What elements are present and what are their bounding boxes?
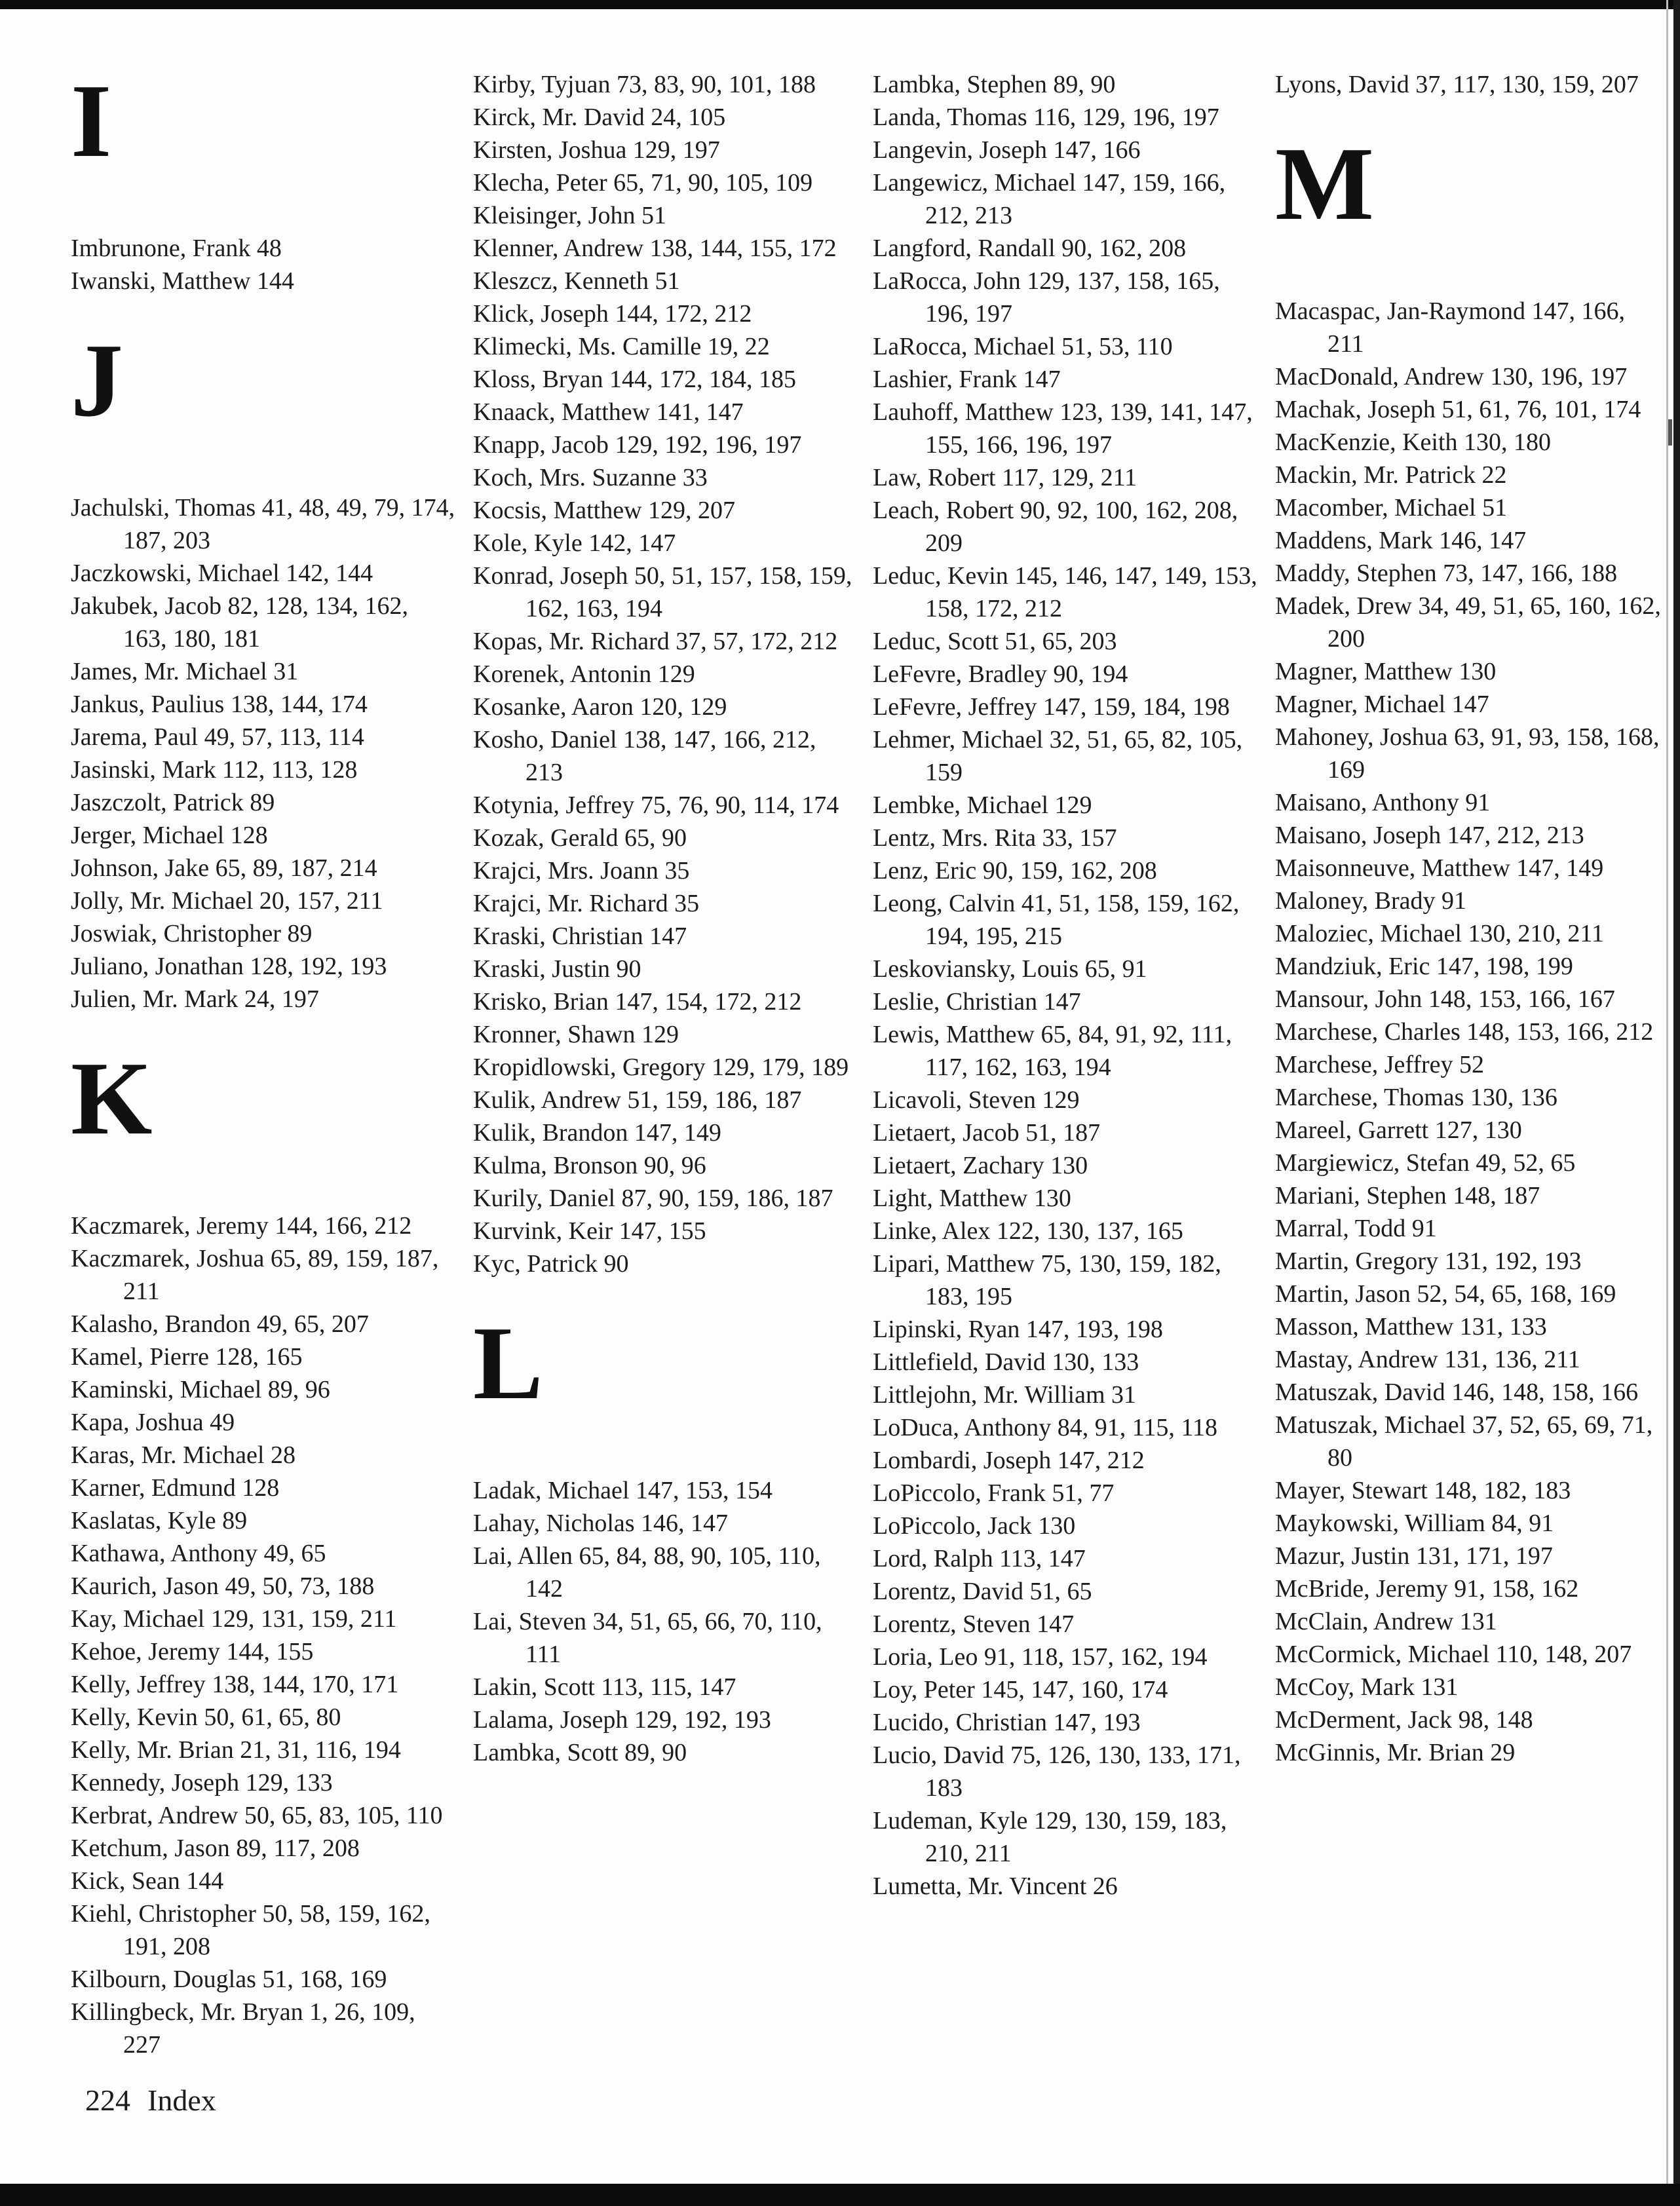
page-number: 224 [85,2083,130,2117]
index-entry: Kulik, Brandon 147, 149 [473,1119,721,1147]
index-entry: Lauhoff, Matthew 123, 139, 141, 147, 155, 166, 196, 197 [873,398,1253,459]
index-entry: Maisano, Joseph 147, 212, 213 [1275,822,1584,849]
index-entry: Littlejohn, Mr. William 31 [873,1381,1137,1409]
index-entry: Leduc, Kevin 145, 146, 147, 149, 153, 158, 172, 212 [873,562,1257,622]
scan-edge-mark [1668,419,1672,446]
index-entry: Koch, Mrs. Suzanne 33 [473,464,708,491]
index-entry: Kaczmarek, Joshua 65, 89, 159, 187, 211 [71,1245,439,1305]
index-entry: MacDonald, Andrew 130, 196, 197 [1275,363,1628,390]
index-entry: Masson, Matthew 131, 133 [1275,1313,1547,1341]
index-entry: Maykowski, William 84, 91 [1275,1510,1554,1537]
index-entry: Ludeman, Kyle 129, 130, 159, 183, 210, 211 [873,1807,1227,1867]
index-entry: Licavoli, Steven 129 [873,1086,1080,1114]
index-entry: Maloziec, Michael 130, 210, 211 [1275,920,1604,947]
index-entry: Kosanke, Aaron 120, 129 [473,693,727,721]
index-entry: Marchese, Jeffrey 52 [1275,1051,1484,1078]
index-entry: Mastay, Andrew 131, 136, 211 [1275,1346,1580,1373]
section-letter-i: I [71,62,112,179]
index-entry: Maddy, Stephen 73, 147, 166, 188 [1275,560,1618,587]
index-entry: McCormick, Michael 110, 148, 207 [1275,1641,1632,1668]
index-entry: Lietaert, Zachary 130 [873,1152,1088,1179]
index-entry: Kalasho, Brandon 49, 65, 207 [71,1310,369,1338]
index-entry: Kamel, Pierre 128, 165 [71,1343,303,1371]
index-entry: Lietaert, Jacob 51, 187 [873,1119,1101,1147]
index-entry: Madek, Drew 34, 49, 51, 65, 160, 162, 200 [1275,592,1661,653]
index-entry: Kloss, Bryan 144, 172, 184, 185 [473,366,796,393]
index-entry: Kleszcz, Kenneth 51 [473,267,680,295]
index-entry: Langevin, Joseph 147, 166 [873,136,1141,164]
scan-right-shadow [1666,0,1668,2206]
index-entry: Kirck, Mr. David 24, 105 [473,104,726,131]
index-entry: Mackin, Mr. Patrick 22 [1275,461,1507,489]
index-entry: Lyons, David 37, 117, 130, 159, 207 [1275,71,1639,98]
index-entry: Littlefield, David 130, 133 [873,1348,1139,1376]
index-entry: LeFevre, Bradley 90, 194 [873,660,1128,688]
index-entry: Mandziuk, Eric 147, 198, 199 [1275,953,1573,980]
index-entry: Kerbrat, Andrew 50, 65, 83, 105, 110 [71,1802,443,1829]
index-entry: McClain, Andrew 131 [1275,1608,1497,1635]
index-entry: McDerment, Jack 98, 148 [1275,1706,1533,1734]
index-entry: Mansour, John 148, 153, 166, 167 [1275,985,1615,1013]
index-entry: Iwanski, Matthew 144 [71,267,294,295]
index-entry: Klenner, Andrew 138, 144, 155, 172 [473,235,837,262]
index-entry: MacKenzie, Keith 130, 180 [1275,428,1552,456]
index-entry: Jaszczolt, Patrick 89 [71,789,275,816]
index-entry: Kelly, Mr. Brian 21, 31, 116, 194 [71,1736,401,1764]
index-entry: Kathawa, Anthony 49, 65 [71,1540,326,1567]
index-entry: Lucido, Christian 147, 193 [873,1709,1141,1736]
index-entry: Margiewicz, Stefan 49, 52, 65 [1275,1149,1576,1177]
index-entry: Kilbourn, Douglas 51, 168, 169 [71,1966,387,1993]
index-entry: Langford, Randall 90, 162, 208 [873,235,1187,262]
index-entry: Klecha, Peter 65, 71, 90, 105, 109 [473,169,813,197]
index-entry: Kozak, Gerald 65, 90 [473,824,687,852]
index-entry: Leach, Robert 90, 92, 100, 162, 208, 209 [873,497,1238,557]
index-entry: Kurvink, Keir 147, 155 [473,1217,706,1245]
index-entry: Maddens, Mark 146, 147 [1275,527,1527,554]
index-entry: Kole, Kyle 142, 147 [473,529,676,557]
index-entry: McBride, Jeremy 91, 158, 162 [1275,1575,1579,1603]
index-entry: Kopas, Mr. Richard 37, 57, 172, 212 [473,628,838,655]
index-entry: Lambka, Stephen 89, 90 [873,71,1116,98]
index-entry: Lakin, Scott 113, 115, 147 [473,1673,736,1701]
index-entry: Lewis, Matthew 65, 84, 91, 92, 111, 117, 162, 163, 194 [873,1021,1232,1081]
index-entry: McCoy, Mark 131 [1275,1673,1459,1701]
index-entry: Kleisinger, John 51 [473,202,667,229]
index-entry: Landa, Thomas 116, 129, 196, 197 [873,104,1219,131]
index-entry: Linke, Alex 122, 130, 137, 165 [873,1217,1183,1245]
index-entry: Lipari, Matthew 75, 130, 159, 182, 183, 195 [873,1250,1221,1310]
index-entry: Martin, Jason 52, 54, 65, 168, 169 [1275,1280,1616,1308]
index-entry: Mariani, Stephen 148, 187 [1275,1182,1540,1209]
section-letter-m: M [1275,125,1375,242]
index-entry: Kocsis, Matthew 129, 207 [473,497,736,524]
index-entry: Knaack, Matthew 141, 147 [473,398,744,426]
index-entry: Ketchum, Jason 89, 117, 208 [71,1835,360,1862]
index-entry: Lembke, Michael 129 [873,791,1092,819]
index-entry: LoPiccolo, Frank 51, 77 [873,1479,1115,1507]
index-entry: Imbrunone, Frank 48 [71,235,282,262]
index-entry: Jankus, Paulius 138, 144, 174 [71,691,368,718]
index-entry: Julien, Mr. Mark 24, 197 [71,985,319,1013]
index-entry: Mazur, Justin 131, 171, 197 [1275,1542,1553,1570]
index-entry: Magner, Michael 147 [1275,691,1489,718]
index-entry: Light, Matthew 130 [873,1185,1071,1212]
index-entry: Karner, Edmund 128 [71,1474,280,1502]
index-entry: Ladak, Michael 147, 153, 154 [473,1477,773,1504]
index-entry: Mayer, Stewart 148, 182, 183 [1275,1477,1571,1504]
index-entry: Jasinski, Mark 112, 113, 128 [71,756,358,784]
index-entry: Matuszak, Michael 37, 52, 65, 69, 71, 80 [1275,1411,1653,1472]
index-entry: Killingbeck, Mr. Bryan 1, 26, 109, 227 [71,1998,415,2059]
index-entry: Kirby, Tyjuan 73, 83, 90, 101, 188 [473,71,816,98]
index-entry: Krisko, Brian 147, 154, 172, 212 [473,988,802,1016]
index-entry: Lahay, Nicholas 146, 147 [473,1510,729,1537]
index-entry: Leslie, Christian 147 [873,988,1081,1016]
index-entry: Lorentz, Steven 147 [873,1610,1075,1638]
scan-right-border [1673,0,1680,2206]
index-entry: Leskoviansky, Louis 65, 91 [873,955,1147,983]
index-entry: Jakubek, Jacob 82, 128, 134, 162, 163, 180, 181 [71,592,409,653]
index-entry: Klimecki, Ms. Camille 19, 22 [473,333,770,360]
index-entry: Kelly, Jeffrey 138, 144, 170, 171 [71,1671,399,1698]
index-entry: Kiehl, Christopher 50, 58, 159, 162, 191, 208 [71,1900,430,1960]
index-column-3 [873,68,1259,1903]
index-entry: Jolly, Mr. Michael 20, 157, 211 [71,887,383,915]
index-entry: Kick, Sean 144 [71,1867,224,1895]
index-entry: Lentz, Mrs. Rita 33, 157 [873,824,1117,852]
index-entry: Kehoe, Jeremy 144, 155 [71,1638,314,1665]
index-column-2 [473,68,860,1769]
index-entry: Lashier, Frank 147 [873,366,1061,393]
index-entry: Kyc, Patrick 90 [473,1250,629,1278]
index-entry: Krajci, Mrs. Joann 35 [473,857,690,884]
index-entry: Kraski, Justin 90 [473,955,641,983]
index-entry: Lambka, Scott 89, 90 [473,1739,687,1766]
index-column-4 [1275,68,1662,1769]
index-entry: Kapa, Joshua 49 [71,1409,235,1436]
index-entry: Kaczmarek, Jeremy 144, 166, 212 [71,1212,412,1240]
index-entry: LaRocca, John 129, 137, 158, 165, 196, 197 [873,267,1220,328]
index-entry: Kotynia, Jeffrey 75, 76, 90, 114, 174 [473,791,839,819]
index-entry: Kaminski, Michael 89, 96 [71,1376,330,1403]
index-entry: Mareel, Garrett 127, 130 [1275,1116,1522,1144]
index-entry: Joswiak, Christopher 89 [71,920,313,947]
index-entry: Machak, Joseph 51, 61, 76, 101, 174 [1275,396,1641,423]
index-entry: Kraski, Christian 147 [473,922,687,950]
index-entry: Kropidlowski, Gregory 129, 179, 189 [473,1054,849,1081]
scan-top-border [0,0,1680,9]
index-entry: Lipinski, Ryan 147, 193, 198 [873,1316,1163,1343]
index-column-1 [71,62,457,2061]
index-entry: LoDuca, Anthony 84, 91, 115, 118 [873,1414,1217,1441]
index-entry: Leong, Calvin 41, 51, 158, 159, 162, 194, 195, 215 [873,890,1240,950]
index-entry: Korenek, Antonin 129 [473,660,695,688]
index-entry: Jarema, Paul 49, 57, 113, 114 [71,723,364,751]
index-entry: Kurily, Daniel 87, 90, 159, 186, 187 [473,1185,833,1212]
index-entry: James, Mr. Michael 31 [71,658,299,685]
index-entry: Lorentz, David 51, 65 [873,1578,1092,1605]
index-entry: Matuszak, David 146, 148, 158, 166 [1275,1379,1639,1406]
index-entry: Marchese, Charles 148, 153, 166, 212 [1275,1018,1654,1046]
index-entry: Macomber, Michael 51 [1275,494,1508,522]
index-entry: Kay, Michael 129, 131, 159, 211 [71,1605,397,1633]
index-entry: Loria, Leo 91, 118, 157, 162, 194 [873,1643,1208,1671]
index-entry: Maisonneuve, Matthew 147, 149 [1275,854,1604,882]
section-letter-j: J [71,322,123,438]
section-letter-l: L [473,1304,543,1421]
index-entry: Klick, Joseph 144, 172, 212 [473,300,752,328]
index-entry: Kelly, Kevin 50, 61, 65, 80 [71,1703,341,1731]
index-entry: Lalama, Joseph 129, 192, 193 [473,1706,771,1734]
index-entry: Knapp, Jacob 129, 192, 196, 197 [473,431,802,459]
index-entry: LaRocca, Michael 51, 53, 110 [873,333,1173,360]
index-entry: Karas, Mr. Michael 28 [71,1441,296,1469]
index-entry: Jaczkowski, Michael 142, 144 [71,560,373,587]
index-entry: Kirsten, Joshua 129, 197 [473,136,720,164]
index-entry: Krajci, Mr. Richard 35 [473,890,700,917]
index-entry: Konrad, Joseph 50, 51, 157, 158, 159, 162, 163, 194 [473,562,852,622]
page-footer [85,2082,233,2119]
index-entry: Leduc, Scott 51, 65, 203 [873,628,1117,655]
index-entry: Lucio, David 75, 126, 130, 133, 171, 183 [873,1741,1241,1802]
index-entry: Marchese, Thomas 130, 136 [1275,1084,1557,1111]
index-entry: Jachulski, Thomas 41, 48, 49, 79, 174, 187, 203 [71,494,455,554]
index-entry: Lumetta, Mr. Vincent 26 [873,1873,1118,1900]
index-entry: Jerger, Michael 128 [71,822,268,849]
index-entry: LoPiccolo, Jack 130 [873,1512,1076,1540]
index-entry: McGinnis, Mr. Brian 29 [1275,1739,1516,1766]
index-entry: Maloney, Brady 91 [1275,887,1466,915]
index-entry: Kronner, Shawn 129 [473,1021,679,1048]
index-entry: Maisano, Anthony 91 [1275,789,1491,816]
index-entry: Kosho, Daniel 138, 147, 166, 212, 213 [473,726,816,786]
section-letter-k: K [71,1040,153,1156]
index-entry: Kennedy, Joseph 129, 133 [71,1769,333,1797]
index-entry: Lenz, Eric 90, 159, 162, 208 [873,857,1157,884]
index-entry: Macaspac, Jan-Raymond 147, 166, 211 [1275,297,1625,358]
index-entry: Lehmer, Michael 32, 51, 65, 82, 105, 159 [873,726,1243,786]
index-entry: Kaurich, Jason 49, 50, 73, 188 [71,1572,375,1600]
index-entry: Langewicz, Michael 147, 159, 166, 212, 213 [873,169,1226,229]
section-title: Index [147,2083,216,2117]
index-entry: Lai, Allen 65, 84, 88, 90, 105, 110, 142 [473,1542,821,1603]
index-entry: Mahoney, Joshua 63, 91, 93, 158, 168, 169 [1275,723,1660,784]
index-entry: Juliano, Jonathan 128, 192, 193 [71,953,387,980]
index-entry: Marral, Todd 91 [1275,1215,1437,1242]
index-entry: Martin, Gregory 131, 192, 193 [1275,1247,1582,1275]
index-entry: Lai, Steven 34, 51, 65, 66, 70, 110, 111 [473,1608,822,1668]
index-entry: Law, Robert 117, 129, 211 [873,464,1137,491]
index-entry: Magner, Matthew 130 [1275,658,1497,685]
index-entry: Lombardi, Joseph 147, 212 [873,1447,1145,1474]
scan-bottom-border [0,2184,1680,2206]
index-entry: Johnson, Jake 65, 89, 187, 214 [71,854,377,882]
index-entry: Loy, Peter 145, 147, 160, 174 [873,1676,1168,1703]
index-entry: Lord, Ralph 113, 147 [873,1545,1086,1572]
index-entry: Kulma, Bronson 90, 96 [473,1152,706,1179]
index-entry: LeFevre, Jeffrey 147, 159, 184, 198 [873,693,1230,721]
index-entry: Kaslatas, Kyle 89 [71,1507,248,1534]
index-entry: Kulik, Andrew 51, 159, 186, 187 [473,1086,802,1114]
